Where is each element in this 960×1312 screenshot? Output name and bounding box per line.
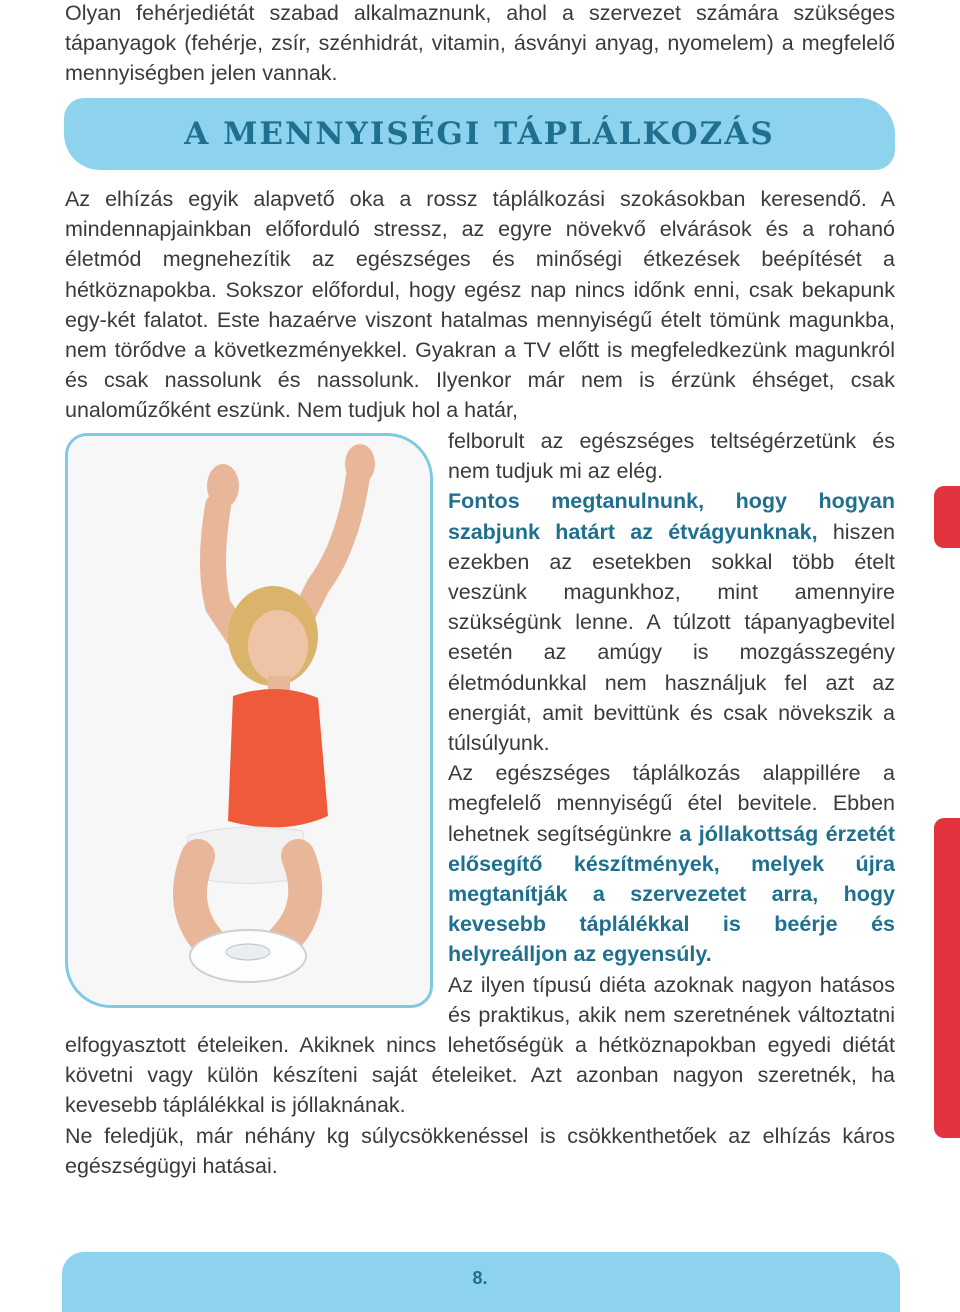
section-title: A MENNYISÉGI TÁPLÁLKOZÁS [184, 116, 775, 152]
woman-on-scale-photo [65, 433, 433, 1008]
body-paragraph-4: Az ilyen típusú diéta azoknak nagyon hatásos és praktikus, akik nem szeretnének változtatni elfogyasztott ételeiken. Akiknek nincs lehetőségük a hétköznapokban egyedi diétát követni vagy külön készíteni saját ételeiket. Azt azonban nagyon szeretnék, ha kevesebb táplálékkal is jóllaknának. [65, 972, 895, 1118]
side-tab-marker [934, 818, 960, 1138]
side-tab-marker [934, 486, 960, 548]
body-paragraph-1: Az elhízás egyik alapvető oka a rossz táplálkozási szokásokban keresendő. A mindennapjainkban előforduló stressz, az egyre növekvő elvárások és a rohanó életmód megnehezítik az egészséges és minőségi étkezések beépítését a hétköznapokba. Sokszor előfordul, hogy egész nap nincs időnk enni, csak bekapunk egy-két falatot. Este hazaérve viszont hatalmas mennyiségű ételt tömünk magunkba, nem törődve a következményekkel. Gyakran a TV előtt is megfeledkezünk magunkról és csak nassolunk és nassolunk. Ilyenkor már nem is érzünk éhséget, csak unaloműzőként eszünk. Nem tudjuk hol a határ, [65, 187, 895, 423]
highlight-appetite: Fontos megtanulnunk, hogy hogyan szabjunk határt az étvágyunknak, [448, 489, 895, 544]
woman-on-scale-illustration [68, 436, 430, 1005]
body-paragraph-3a: Az egészséges táplálkozás alappillére a megfelelő mennyiségű étel bevitele. Ebben lehetnek segítségünkre [448, 761, 895, 846]
highlight-satiety: a jóllakottság érzetét elősegítő készítmények, melyek újra megtanítják a szervezetet arra, hogy kevesebb táplálékkal is beérje és helyreálljon az egyensúly. [448, 821, 895, 967]
section-banner [64, 98, 895, 170]
body-paragraph-5: Ne feledjük, már néhány kg súlycsökkenéssel is csökkenthetőek az elhízás káros egészségügyi hatásai. [65, 1123, 895, 1178]
page-number: 8. [472, 1268, 488, 1288]
body-paragraph-2b: hiszen ezekben az esetekben sokkal több ételt veszünk magunkhoz, mint amennyire szükségünk lenne. A túlzott tápanyagbevitel esetén az amúgy is mozgásszegény életmódunkkal nem használjuk fel azt az energiát, amit bevittünk és csak növekszik a túlsúlyunk. [448, 519, 895, 756]
intro-paragraph: Olyan fehérjediétát szabad alkalmaznunk, ahol a szervezet számára szükséges tápanyagok (fehérje, zsír, szénhidrát, vitamin, ásványi anyag, nyomelem) a megfelelő mennyiségben jelen vannak. [65, 1, 895, 86]
body-paragraph-2a: felborult az egészséges teltségérzetünk és nem tudjuk mi az elég. [448, 429, 895, 484]
